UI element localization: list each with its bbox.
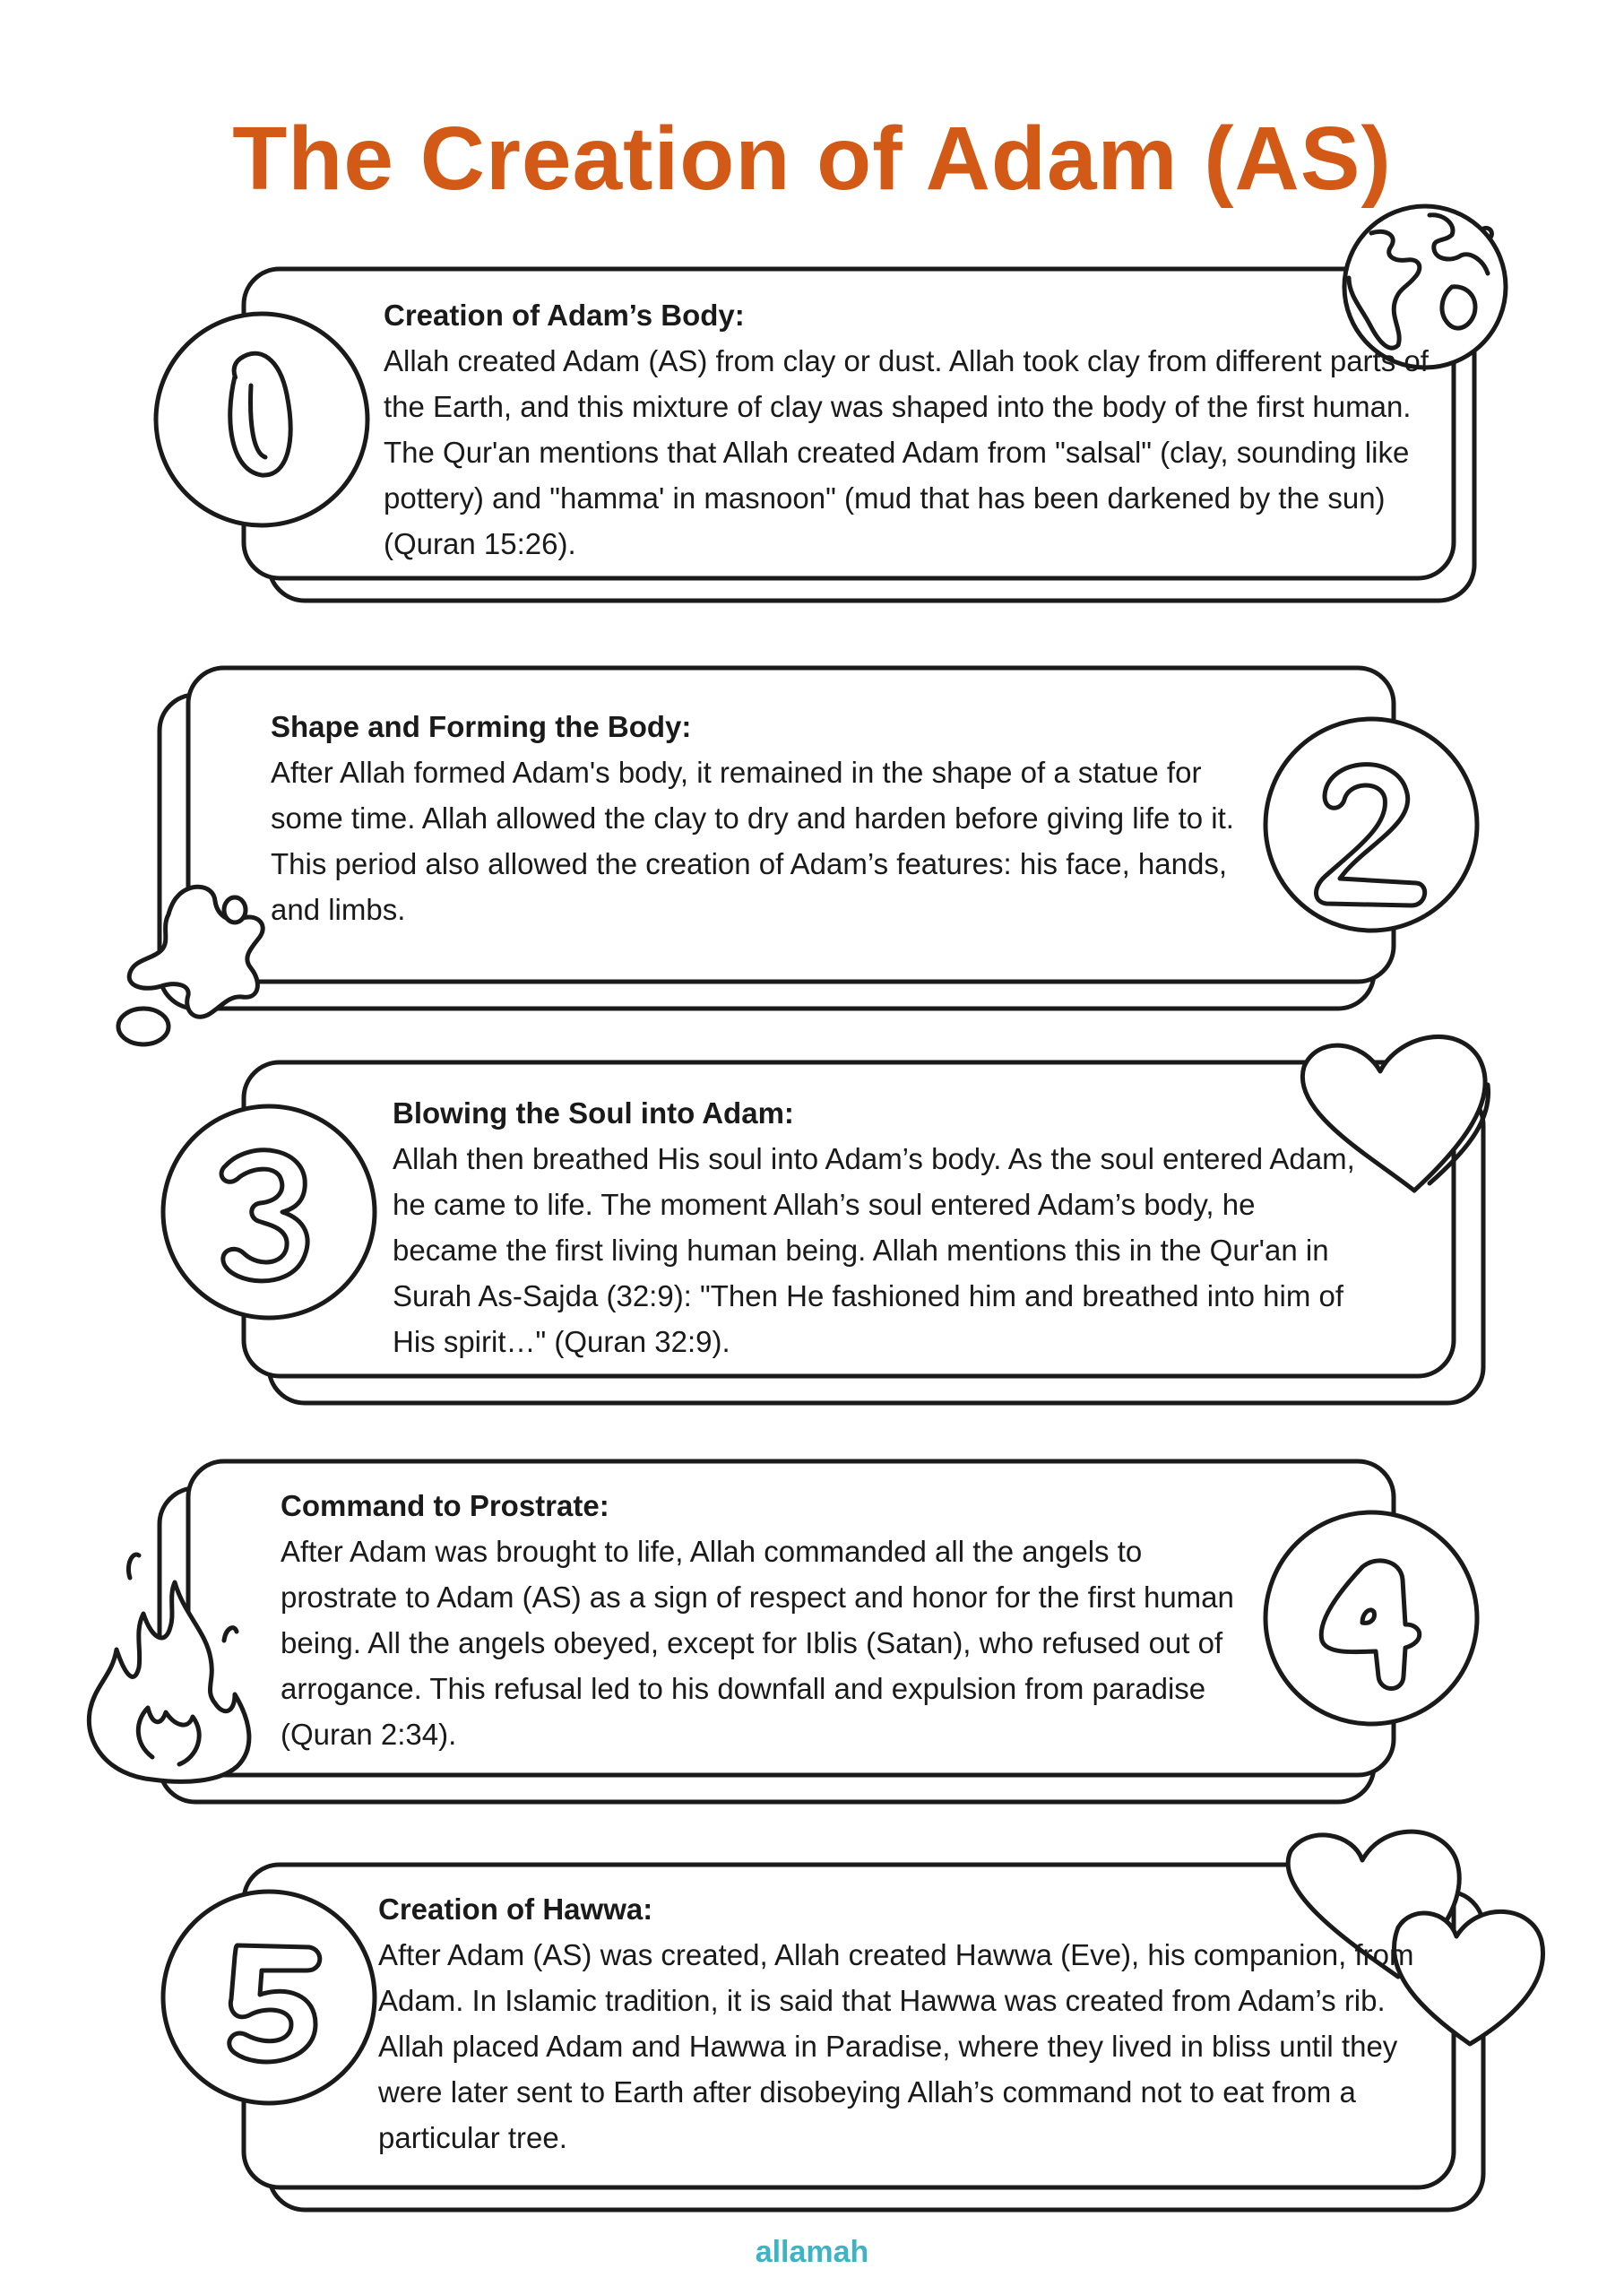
section-2-heading: Shape and Forming the Body: <box>271 710 692 743</box>
brand-logo: allamah <box>755 2235 869 2269</box>
section-5-body: After Adam (AS) was created, Allah created Hawwa (Eve), his companion, from Adam. In Islamic tradition, it is said that Hawwa was created from Adam’s rib. Allah placed Adam and Hawwa in Paradise, where they lived in bliss until they were later sent to Earth after disobeying Allah’s command not to eat from a particular tree. <box>378 1938 1414 2154</box>
section-4 <box>281 1484 1257 1757</box>
section-1 <box>384 293 1450 567</box>
section-5 <box>378 1887 1454 2161</box>
section-2 <box>271 705 1248 932</box>
section-1-body: Allah created Adam (AS) from clay or dust. Allah took clay from different parts of the Earth, and this mixture of clay was shaped into the body of the first human. The Qur'an mentions that Allah created Adam from "salsal" (clay, sounding like pottery) and "hamma' in masnoon" (mud that has been darkened by the sun) (Quran 15:26). <box>384 344 1429 560</box>
number-circle-2 <box>1266 719 1477 931</box>
number-circle-5 <box>163 1892 375 2103</box>
number-circle-1 <box>156 314 367 525</box>
section-2-body: After Allah formed Adam's body, it remained in the shape of a statue for some time. Allah allowed the clay to dry and harden before giving life to it. This period also allowed the creation of Adam’s features: his face, hands, and limbs. <box>271 756 1234 926</box>
section-5-heading: Creation of Hawwa: <box>378 1892 653 1926</box>
section-3-heading: Blowing the Soul into Adam: <box>393 1096 794 1130</box>
section-3 <box>393 1091 1361 1364</box>
section-3-body: Allah then breathed His soul into Adam’s body. As the soul entered Adam, he came to life. The moment Allah’s soul entered Adam’s body, he became the first living human being. Allah mentions this in the Qur'an in Surah As-Sajda (32:9): "Then He fashioned him and breathed into him of His spirit…" (Quran 32:9). <box>393 1142 1355 1358</box>
page-title: The Creation of Adam (AS) <box>232 108 1392 209</box>
number-circle-4 <box>1266 1512 1477 1724</box>
section-1-heading: Creation of Adam’s Body: <box>384 299 745 332</box>
section-4-heading: Command to Prostrate: <box>281 1489 609 1522</box>
section-4-body: After Adam was brought to life, Allah commanded all the angels to prostrate to Adam (AS) as a sign of respect and honor for the first human being. All the angels obeyed, except for Iblis (Satan), who refused out of arrogance. This refusal led to his downfall and expulsion from paradise (Quran 2:34). <box>281 1535 1234 1751</box>
number-circle-3 <box>163 1106 375 1318</box>
splat-icon <box>118 887 263 1044</box>
